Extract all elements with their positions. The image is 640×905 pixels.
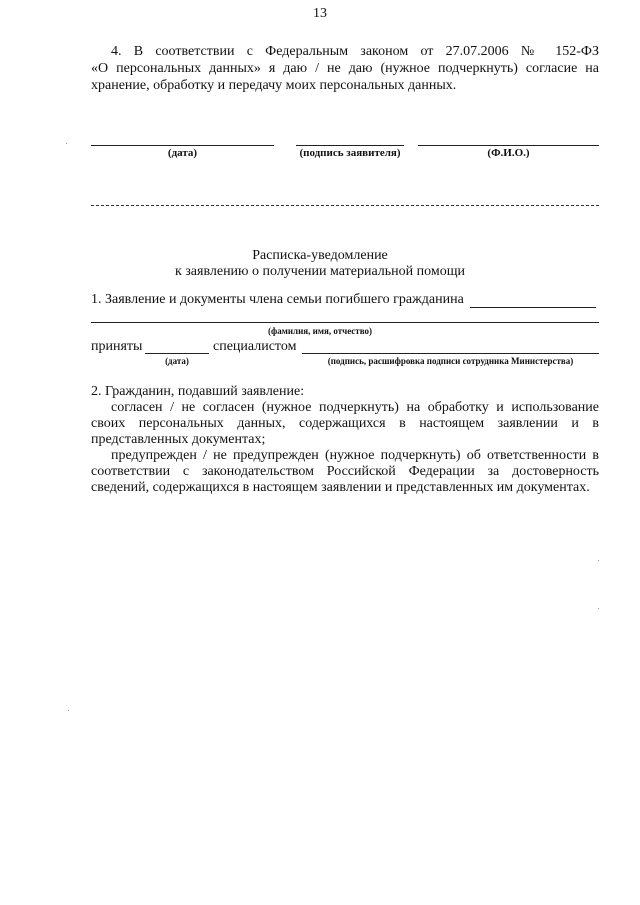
signature-line[interactable] <box>296 145 404 146</box>
fio-label: (Ф.И.О.) <box>487 147 530 159</box>
accepted-label: приняты <box>91 339 143 354</box>
accepted-date-label: (дата) <box>165 356 189 366</box>
signature-label: (подпись заявителя) <box>299 147 401 159</box>
specialist-label: специалистом <box>213 339 297 354</box>
scan-speck <box>598 560 599 561</box>
date-line[interactable] <box>91 145 274 146</box>
agree-line-3: представленных документах; <box>91 432 266 447</box>
warned-line-2: соответствии с законодательством Российской Федерации за достоверность <box>91 464 599 479</box>
consent-line-1: 4. В соответствии с Федеральным законом от 27.07.2006 № 152-ФЗ <box>111 44 599 59</box>
date-label: (дата) <box>167 147 198 159</box>
warned-line-1: предупрежден / не предупрежден (нужное подчеркнуть) об ответственности в <box>111 448 599 463</box>
scan-speck <box>598 608 599 609</box>
scan-speck <box>68 710 69 711</box>
item2-heading: 2. Гражданин, подавший заявление: <box>91 384 305 399</box>
receipt-subtitle: к заявлению о получении материальной помощи <box>174 264 466 279</box>
consent-paragraph <box>91 43 599 94</box>
page-number: 13 <box>313 6 327 21</box>
consent-line-2: «О персональных данных» я даю / не даю (нужное подчеркнуть) согласие на <box>91 61 599 76</box>
agree-line-1: согласен / не согласен (нужное подчеркнуть) на обработку и использование <box>111 400 599 415</box>
fio-small-label: (фамилия, имя, отчество) <box>267 326 373 336</box>
cut-line <box>91 205 599 206</box>
applicant-name-line-2[interactable] <box>91 322 599 323</box>
item2-block <box>91 384 599 496</box>
scan-speck <box>66 143 67 144</box>
warned-line-3: сведений, содержащихся в настоящем заявлении и представленных им документах. <box>91 480 590 495</box>
receipt-title: Расписка-уведомление <box>252 248 388 263</box>
employee-label: (подпись, расшифровка подписи сотрудника Министерства) <box>327 356 574 366</box>
applicant-name-line[interactable] <box>470 307 596 308</box>
consent-line-3: хранение, обработку и передачу моих персональных данных. <box>91 78 457 93</box>
agree-line-2: своих персональных данных, содержащихся в настоящем заявлении и в <box>91 416 599 431</box>
fio-line[interactable] <box>418 145 599 146</box>
accepted-date-line[interactable] <box>145 353 209 354</box>
item1-text: 1. Заявление и документы члена семьи погибшего гражданина <box>91 292 464 307</box>
employee-signature-line[interactable] <box>302 353 599 354</box>
